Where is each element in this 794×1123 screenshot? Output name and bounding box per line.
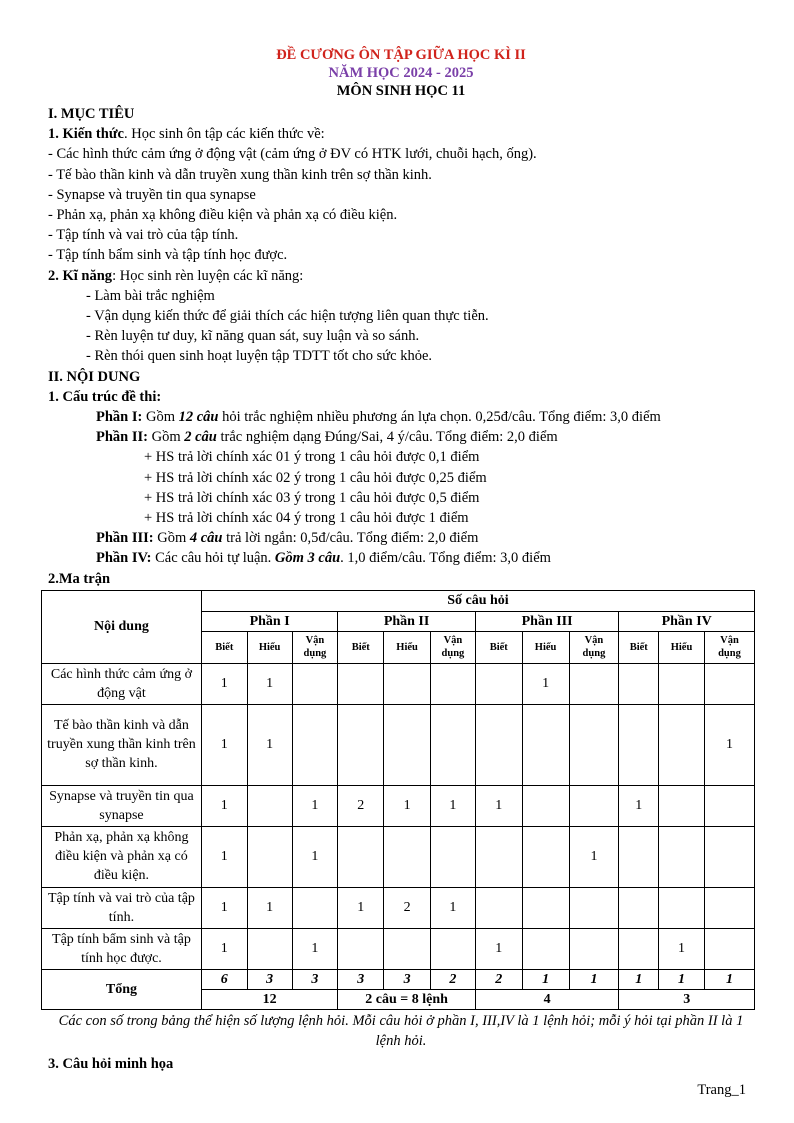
matrix-cell	[522, 704, 569, 785]
matrix-total-cell: 1	[659, 969, 705, 989]
matrix-part-header: Phần II	[338, 611, 475, 631]
matrix-row-label: Tập tính và vai trò của tập tính.	[42, 887, 202, 928]
skills-line	[48, 266, 754, 286]
matrix-level-header: Hiểu	[247, 631, 292, 663]
matrix-row	[42, 704, 755, 785]
matrix-row	[42, 785, 755, 826]
skills-label: 2. Kĩ năng	[48, 267, 113, 284]
matrix-cell	[384, 663, 431, 704]
doc-year: NĂM HỌC 2024 - 2025	[328, 65, 474, 81]
matrix-cell	[338, 826, 384, 887]
matrix-cell	[619, 887, 659, 928]
matrix-cell	[431, 663, 476, 704]
knowledge-item: - Tập tính bẩm sinh và tập tính học được.	[48, 247, 288, 264]
matrix-cell: 2	[338, 785, 384, 826]
matrix-cell: 1	[201, 887, 247, 928]
matrix-cell: 1	[292, 826, 338, 887]
matrix-cell	[475, 826, 522, 887]
matrix-cell: 2	[384, 887, 431, 928]
matrix-cell	[569, 704, 619, 785]
matrix-cell: 1	[475, 785, 522, 826]
matrix-heading: 2.Ma trận	[48, 570, 111, 587]
matrix-part-header: Phần III	[475, 611, 619, 631]
knowledge-label: 1. Kiến thức	[48, 126, 124, 143]
matrix-cell	[338, 704, 384, 785]
doc-title: ĐỀ CƯƠNG ÔN TẬP GIỮA HỌC KÌ II	[276, 47, 526, 63]
part2-scoring-item: + HS trả lời chính xác 02 ý trong 1 câu hỏi được 0,25 điểm	[144, 469, 487, 486]
skills-intro: : Học sinh rèn luyện các kĩ năng:	[112, 267, 304, 284]
matrix-cell: 1	[619, 785, 659, 826]
matrix-cell	[619, 826, 659, 887]
matrix-level-header: Biết	[201, 631, 247, 663]
matrix-level-header: Hiểu	[522, 631, 569, 663]
matrix-total-row	[42, 969, 755, 989]
matrix-cell	[247, 785, 292, 826]
matrix-level-header: Hiểu	[384, 631, 431, 663]
matrix-cell	[292, 887, 338, 928]
matrix-cell: 1	[569, 826, 619, 887]
matrix-row	[42, 887, 755, 928]
matrix-cell: 1	[292, 785, 338, 826]
matrix-cell	[659, 704, 705, 785]
matrix-cell	[569, 928, 619, 969]
matrix-cell	[569, 785, 619, 826]
skill-item: - Rèn thói quen sinh hoạt luyện tập TDTT tốt cho sức khỏe.	[86, 348, 433, 365]
matrix-cell: 1	[659, 928, 705, 969]
matrix-cell: 1	[201, 704, 247, 785]
part1-post: hỏi trắc nghiệm nhiều phương án lựa chọn. 0,25đ/câu. Tổng điểm: 3,0 điểm	[218, 409, 661, 426]
matrix-cell	[704, 663, 754, 704]
matrix-cell	[704, 887, 754, 928]
page-number: Trang_1	[697, 1082, 746, 1098]
knowledge-item: - Các hình thức cảm ứng ở động vật (cảm ứng ở ĐV có HTK lưới, chuỗi hạch, ống).	[48, 146, 537, 163]
matrix-part-header: Phần I	[201, 611, 337, 631]
knowledge-item: - Synapse và truyền tin qua synapse	[48, 186, 256, 203]
part3-line	[48, 528, 754, 548]
matrix-part-total-cell: 12	[201, 989, 337, 1009]
document-page	[48, 46, 754, 1074]
matrix-total-cell: 2	[431, 969, 476, 989]
matrix-cell	[475, 887, 522, 928]
matrix-cell	[659, 826, 705, 887]
matrix-cell: 1	[431, 887, 476, 928]
matrix-cell	[619, 704, 659, 785]
matrix-cell: 1	[247, 704, 292, 785]
skill-item: - Vận dụng kiến thức để giải thích các hiện tượng liên quan thực tiễn.	[86, 308, 489, 325]
matrix-level-header: Hiểu	[659, 631, 705, 663]
matrix-row-label: Tế bào thần kinh và dẫn truyền xung thần kinh trên sợ thần kinh.	[42, 704, 202, 785]
matrix-cell	[475, 704, 522, 785]
matrix-cell	[292, 663, 338, 704]
matrix-cell: 1	[292, 928, 338, 969]
matrix-level-header: Vận dụng	[431, 631, 476, 663]
matrix-cell	[338, 663, 384, 704]
matrix-cell: 1	[431, 785, 476, 826]
matrix-cell	[569, 887, 619, 928]
part2-scoring-item: + HS trả lời chính xác 03 ý trong 1 câu hỏi được 0,5 điểm	[144, 489, 480, 506]
question-matrix-table	[41, 590, 755, 1010]
matrix-cell: 1	[201, 663, 247, 704]
part3-post: trả lời ngắn: 0,5đ/câu. Tổng điểm: 2,0 điểm	[222, 530, 479, 547]
part3-count: 4 câu	[189, 530, 223, 547]
part2-label: Phần II:	[96, 429, 148, 446]
matrix-part-total-cell: 4	[475, 989, 619, 1009]
matrix-cell	[704, 826, 754, 887]
matrix-cell: 1	[704, 704, 754, 785]
part4-post: . 1,0 điểm/câu. Tổng điểm: 3,0 điểm	[340, 550, 551, 567]
matrix-cell	[247, 928, 292, 969]
matrix-total-cell: 3	[338, 969, 384, 989]
matrix-note: Các con số trong bảng thể hiện số lượng lệnh hỏi. Mỗi câu hỏi ở phần I, III,IV là 1 lệnh hỏi; mỗi ý hỏi tại phần II là 1 lệnh hỏi.	[58, 1012, 744, 1049]
matrix-level-header: Biết	[619, 631, 659, 663]
part2-scoring-item: + HS trả lời chính xác 01 ý trong 1 câu hỏi được 0,1 điểm	[144, 449, 480, 466]
part1-count: 12 câu	[178, 409, 219, 426]
matrix-total-cell: 2	[475, 969, 522, 989]
matrix-cell	[522, 928, 569, 969]
matrix-total-label: Tổng	[42, 969, 202, 1009]
matrix-row	[42, 663, 755, 704]
matrix-cell: 1	[522, 663, 569, 704]
matrix-cell	[431, 704, 476, 785]
matrix-cell: 1	[201, 826, 247, 887]
matrix-total-cell: 1	[569, 969, 619, 989]
part4-label: Phần IV:	[96, 550, 152, 567]
matrix-cell	[431, 928, 476, 969]
matrix-total-cell: 1	[522, 969, 569, 989]
matrix-total-cell: 1	[619, 969, 659, 989]
part1-pre: Gồm	[142, 409, 179, 426]
part4-count: Gồm 3 câu	[274, 550, 341, 567]
matrix-level-header: Vận dụng	[704, 631, 754, 663]
matrix-cell	[619, 928, 659, 969]
matrix-cell: 1	[247, 663, 292, 704]
knowledge-line	[48, 124, 754, 144]
matrix-row-label: Synapse và truyền tin qua synapse	[42, 785, 202, 826]
matrix-cell	[292, 704, 338, 785]
matrix-cell	[522, 785, 569, 826]
part3-label: Phần III:	[96, 530, 154, 547]
matrix-cell: 1	[247, 887, 292, 928]
part4-line	[48, 548, 754, 568]
part2-pre: Gồm	[147, 429, 185, 446]
part1-label: Phần I:	[96, 409, 143, 426]
part2-scoring-item: + HS trả lời chính xác 04 ý trong 1 câu hỏi được 1 điểm	[144, 510, 469, 527]
matrix-total-cell: 1	[704, 969, 754, 989]
matrix-cell	[659, 785, 705, 826]
matrix-row-label: Tập tính bẩm sinh và tập tính học được.	[42, 928, 202, 969]
knowledge-item: - Phản xạ, phản xạ không điều kiện và phản xạ có điều kiện.	[48, 207, 398, 224]
matrix-total-cell: 3	[292, 969, 338, 989]
matrix-part-total-cell: 2 câu = 8 lệnh	[338, 989, 475, 1009]
exam-structure-heading: 1. Cấu trúc đề thi:	[48, 388, 162, 405]
matrix-content-header: Nội dung	[42, 590, 202, 663]
skill-item: - Rèn luyện tư duy, kĩ năng quan sát, suy luận và so sánh.	[86, 328, 420, 345]
matrix-cell	[704, 928, 754, 969]
section-objectives-heading: I. MỤC TIÊU	[48, 106, 135, 122]
knowledge-item: - Tế bào thần kinh và dẫn truyền xung thần kinh trên sợ thần kinh.	[48, 166, 432, 183]
part2-line	[48, 427, 754, 447]
matrix-cell	[619, 663, 659, 704]
matrix-cell: 1	[384, 785, 431, 826]
matrix-cell	[704, 785, 754, 826]
part1-line	[48, 407, 754, 427]
matrix-cell	[569, 663, 619, 704]
matrix-cell: 1	[201, 928, 247, 969]
matrix-row-label: Phản xạ, phản xạ không điều kiện và phản xạ có điều kiện.	[42, 826, 202, 887]
matrix-level-header: Biết	[338, 631, 384, 663]
matrix-cell	[522, 887, 569, 928]
part2-post: trắc nghiệm dạng Đúng/Sai, 4 ý/câu. Tổng điểm: 2,0 điểm	[216, 429, 558, 446]
matrix-level-header: Biết	[475, 631, 522, 663]
knowledge-intro: . Học sinh ôn tập các kiến thức về:	[123, 126, 325, 143]
matrix-total-cell: 6	[201, 969, 247, 989]
part2-count: 2 câu	[184, 429, 217, 446]
matrix-questions-header: Số câu hỏi	[201, 590, 754, 611]
matrix-cell: 1	[338, 887, 384, 928]
matrix-cell	[659, 887, 705, 928]
matrix-cell	[384, 928, 431, 969]
examples-heading: 3. Câu hỏi minh họa	[48, 1055, 174, 1072]
matrix-part-header: Phần IV	[619, 611, 755, 631]
matrix-cell	[338, 928, 384, 969]
matrix-level-header: Vận dụng	[292, 631, 338, 663]
matrix-total-cell: 3	[247, 969, 292, 989]
part4-pre: Các câu hỏi tự luận.	[151, 550, 275, 567]
matrix-cell	[384, 704, 431, 785]
matrix-part-total-cell: 3	[619, 989, 755, 1009]
matrix-level-header: Vận dụng	[569, 631, 619, 663]
matrix-cell	[475, 663, 522, 704]
matrix-row	[42, 928, 755, 969]
matrix-cell	[431, 826, 476, 887]
matrix-cell: 1	[201, 785, 247, 826]
skill-item: - Làm bài trắc nghiệm	[86, 287, 215, 304]
matrix-row	[42, 826, 755, 887]
matrix-total-cell: 3	[384, 969, 431, 989]
matrix-row-label: Các hình thức cảm ứng ở động vật	[42, 663, 202, 704]
section-content-heading: II. NỘI DUNG	[48, 368, 141, 385]
part3-pre: Gồm	[153, 530, 190, 547]
matrix-cell	[659, 663, 705, 704]
matrix-cell: 1	[475, 928, 522, 969]
knowledge-item: - Tập tính và vai trò của tập tính.	[48, 227, 239, 244]
doc-subject: MÔN SINH HỌC 11	[336, 83, 466, 99]
matrix-cell	[522, 826, 569, 887]
matrix-cell	[384, 826, 431, 887]
matrix-cell	[247, 826, 292, 887]
